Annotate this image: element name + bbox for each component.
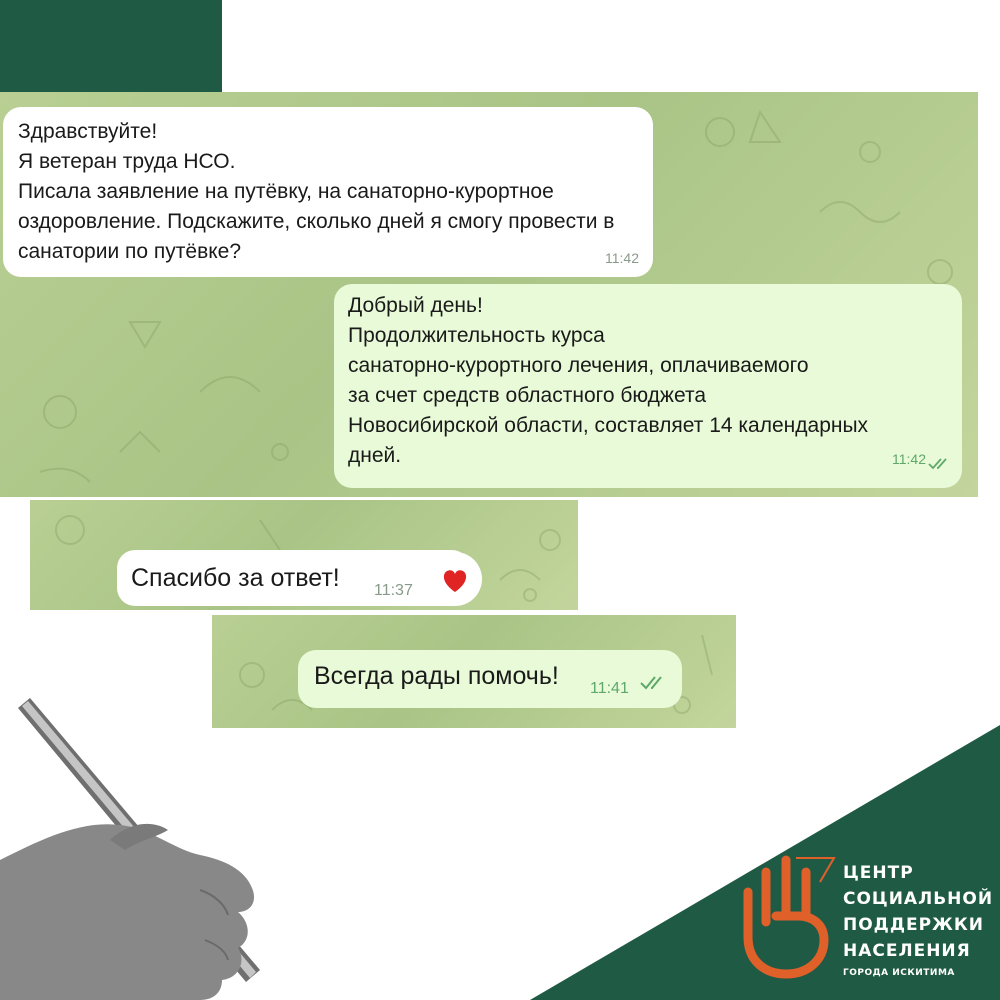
logo-line-2: СОЦИАЛЬНОЙ: [843, 889, 994, 909]
hand-writing-pen-icon: [0, 690, 320, 1000]
message-time: 11:41: [590, 680, 629, 697]
logo-line-3: ПОДДЕРЖКИ: [843, 915, 984, 935]
message-text: Здравствуйте! Я ветеран труда НСО. Писала заявление на путёвку, на санаторно-курортное оздоровление. Подскажите, сколько дней я смогу провести в санатории по путёвке?: [18, 120, 615, 263]
logo-subline: ГОРОДА ИСКИТИМА: [843, 968, 955, 978]
chat-screenshot-main: [0, 92, 978, 497]
message-time: 11:42: [605, 250, 639, 266]
double-check-read-icon: [928, 457, 952, 471]
heart-icon: [428, 552, 482, 606]
heart-reaction-icon[interactable]: [428, 552, 482, 606]
message-bubble-outgoing[interactable]: [334, 284, 962, 488]
message-bubble-outgoing[interactable]: [298, 650, 682, 708]
message-time: 11:37: [374, 582, 413, 599]
hand-logo-icon: [736, 852, 836, 982]
message-time: 11:42: [892, 451, 926, 467]
message-bubble-incoming[interactable]: [3, 107, 653, 277]
chat-screenshot-thanks: [30, 500, 578, 610]
message-text: Добрый день! Продолжительность курса санаторно-курортного лечения, оплачиваемого за счет средств областного бюджета Новосибирской области, составляет 14 календарных дней.: [348, 294, 869, 467]
message-text: Всегда рады помочь!: [314, 662, 559, 690]
message-text: Спасибо за ответ!: [131, 564, 340, 592]
logo-line-1: ЦЕНТР: [843, 863, 914, 883]
double-check-read-icon: [640, 675, 668, 691]
message-bubble-incoming[interactable]: [117, 550, 470, 606]
logo-line-4: НАСЕЛЕНИЯ: [843, 941, 971, 961]
